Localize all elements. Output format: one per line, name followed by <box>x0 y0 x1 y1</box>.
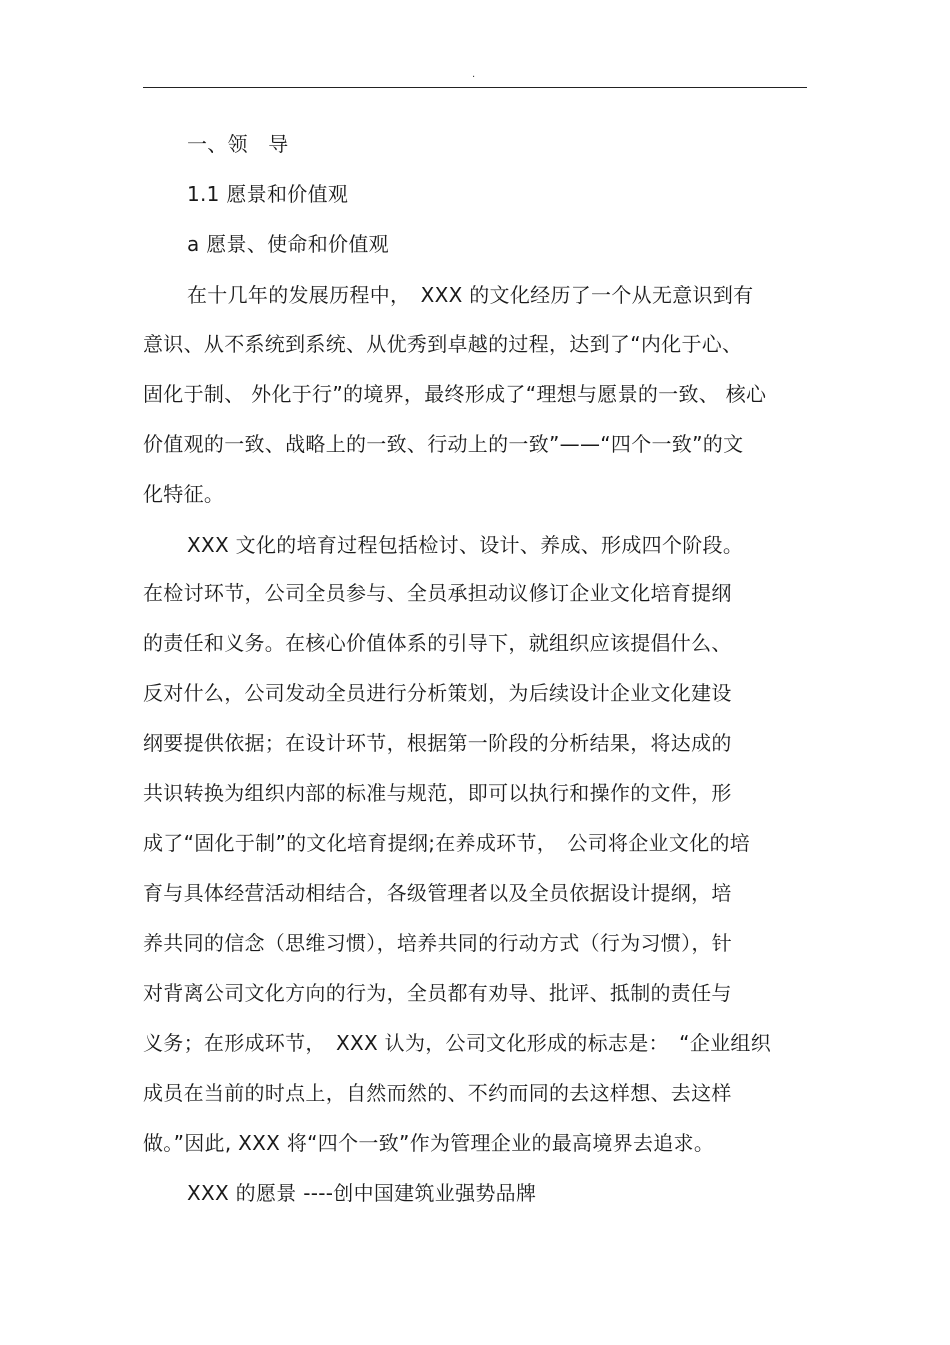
subsubsection-heading: a 愿景、使命和价值观 <box>187 232 389 256</box>
paragraph-line: 成了“固化于制”的文化培育提纲;在养成环节， 公司将企业文化的培 <box>143 831 751 855</box>
paragraph-line: 在检讨环节，公司全员参与、全员承担动议修订企业文化培育提纲 <box>143 581 732 605</box>
paragraph-line: XXX 文化的培育过程包括检讨、设计、养成、形成四个阶段。 <box>187 533 744 557</box>
paragraph-line: 固化于制、 外化于行”的境界，最终形成了“理想与愿景的一致、 核心 <box>143 382 767 406</box>
paragraph-line: 养共同的信念（思维习惯），培养共同的行动方式（行为习惯），针 <box>143 931 732 955</box>
section-heading: 一、领 导 <box>187 132 289 156</box>
paragraph-line: 的责任和义务。在核心价值体系的引导下，就组织应该提倡什么、 <box>143 631 732 655</box>
paragraph-line: 义务；在形成环节， XXX 认为，公司文化形成的标志是： “企业组织 <box>143 1031 772 1055</box>
vision-statement: XXX 的愿景 ----创中国建筑业强势品牌 <box>187 1181 537 1205</box>
paragraph-line: 反对什么，公司发动全员进行分析策划，为后续设计企业文化建设 <box>143 681 732 705</box>
paragraph-line: 化特征。 <box>143 482 225 506</box>
paragraph-line: 对背离公司文化方向的行为，全员都有劝导、批评、抵制的责任与 <box>143 981 732 1005</box>
paragraph-line: 意识、从不系统到系统、从优秀到卓越的过程，达到了“内化于心、 <box>143 332 743 356</box>
paragraph-line: 纲要提供依据；在设计环节，根据第一阶段的分析结果，将达成的 <box>143 731 732 755</box>
paragraph-line: 做。”因此, XXX 将“四个一致”作为管理企业的最高境界去追求。 <box>143 1131 715 1155</box>
header-dot: . <box>472 69 476 80</box>
paragraph-line: 共识转换为组织内部的标准与规范，即可以执行和操作的文件，形 <box>143 781 732 805</box>
paragraph-line: 价值观的一致、战略上的一致、行动上的一致”——“四个一致”的文 <box>143 432 744 456</box>
paragraph-line: 成员在当前的时点上，自然而然的、不约而同的去这样想、去这样 <box>143 1081 732 1105</box>
paragraph-line: 育与具体经营活动相结合，各级管理者以及全员依据设计提纲，培 <box>143 881 732 905</box>
subsection-heading: 1.1 愿景和价值观 <box>187 182 349 206</box>
header-rule <box>143 87 807 88</box>
paragraph-line: 在十几年的发展历程中， XXX 的文化经历了一个从无意识到有 <box>187 283 754 307</box>
